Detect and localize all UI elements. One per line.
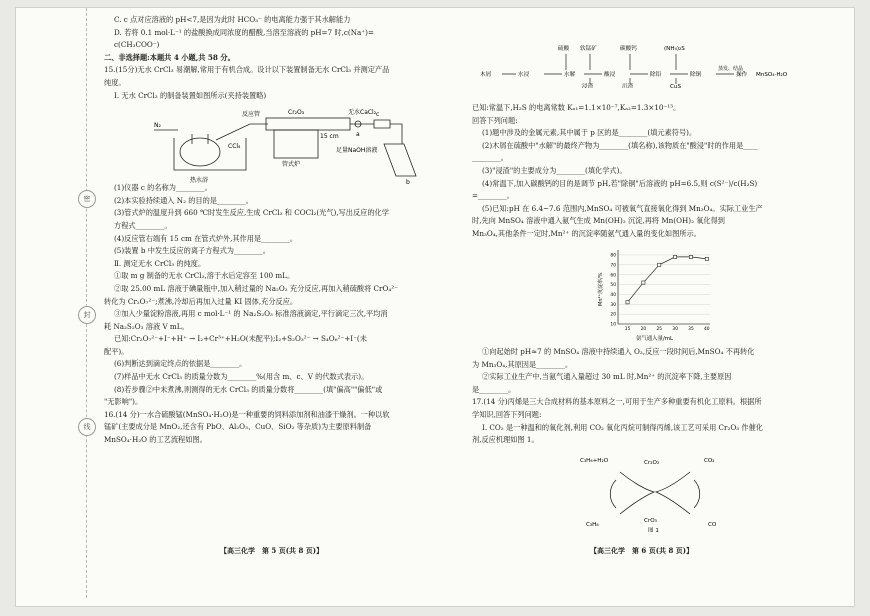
q16-sub5: (5)已知:pH 在 6.4~7.6 范围内,MnSO₄ 可被氧气直接氧化得到 Mn₃O₄。实际工业生产 <box>482 203 763 213</box>
q16-sub5-cont1: 时,先向 MnSO₄ 溶液中通入氨气生成 Mn(OH)₂ 沉淀,再将 Mn(OH)₂ 氧化得到 <box>472 216 725 226</box>
option-c: C. c 点对应溶液的 pH<7,是因为此时 HCO₃⁻ 的电离能力强于其水解能力 <box>114 15 351 24</box>
q16-sub2: (2)木屑在硫酸中"水解"的最终产物为________(填名称),该物质在"酸浸"时的作用是____ <box>482 140 758 150</box>
q15-step2: ②取 25.00 mL 溶液于碘量瓶中,加入稍过量的 Na₂O₂ 充分反应,再加入稍硫酸将 CrO₄²⁻ <box>114 283 398 293</box>
q15-sub8: (8)若步骤②中未煮沸,则测得的无水 CrCl₃ 的质量分数将________(填"偏高""偏低"或 <box>114 384 383 394</box>
label-n2: N₂ <box>154 122 161 129</box>
q15-stem-cont: 纯度。 <box>104 77 126 87</box>
q16-sub5-part1-cont: 为 Mn₃O₄,其原因是________。 <box>472 359 573 369</box>
flow-out-2: 沉渣 <box>622 84 634 88</box>
flow-step-5: 除铜 <box>690 72 702 78</box>
q16-stem: 16.(14 分)一水合硫酸锰(MnSO₄·H₂O)是一种重要的饲料添加剂和油漆干燥剂。一种以软 <box>104 409 390 419</box>
reaction-cycle-figure <box>580 452 730 532</box>
flow-start: 木屑 <box>480 72 492 78</box>
chart-data-point <box>674 255 677 258</box>
flow-input-4: (NH₄)₂S <box>664 46 685 52</box>
page-5-column <box>104 14 454 447</box>
section-heading: 二、非选择题:本题共 4 小题,共 58 分。 <box>104 52 235 62</box>
chart-ylabel: Mn²⁺沉淀率/% <box>598 272 604 306</box>
q15-known-cont: 配平)。 <box>104 346 129 356</box>
q15-part2-heading: Ⅱ. 测定无水 CrCl₃ 的纯度。 <box>114 258 206 268</box>
q15-sub5: (5)装置 b 中发生反应的离子方程式为________。 <box>114 246 270 256</box>
flow-product: MnSO₄·H₂O <box>756 72 788 78</box>
q16-known: 已知:常温下,H₂S 的电离常数 Kₐ₁=1.1×10⁻⁷,Kₐ₂=1.3×10⁻¹³。 <box>472 103 681 112</box>
q16-sub5-cont2: Mn₃O₄,其他条件一定时,Mn²⁺ 的沉淀率随氨气通入量的变化如图所示。 <box>472 228 701 238</box>
chart-data-point <box>626 301 629 304</box>
q16-sub5-part2-cont: 是________。 <box>472 384 516 394</box>
label-bath: 热水浴 <box>190 177 209 184</box>
option-d-cont: c(CH₃COO⁻) <box>114 40 160 50</box>
cycle-label-3: CO₂ <box>704 458 715 464</box>
q16-sub4-cont: =________。 <box>472 191 514 201</box>
q17-part1: Ⅰ. CO₂ 是一种温和的氧化剂,利用 CO₂ 氧化丙烷可制得丙烯,该工艺可采用 Cr₂O₃ 作催化 <box>482 422 763 432</box>
q15-step3: ③加入少量淀粉溶液,再用 c mol·L⁻¹ 的 Na₂S₂O₃ 标准溶液滴定,平行滴定三次,平均消 <box>114 309 388 319</box>
chart-x-tick-label: 25 <box>656 327 663 332</box>
chart-y-tick-label: 80 <box>610 253 616 259</box>
flow-step-2: 水解 <box>564 72 576 78</box>
q16-sub5-part1: ①向起始时 pH≈7 的 MnSO₄ 溶液中持续通入 O₂,反应一段时间后,MnSO₄ 不再转化 <box>482 347 755 356</box>
footer-page-5: 【高三化学 第 5 页(共 8 页)】 <box>220 546 324 555</box>
flow-step-1: 水浸 <box>518 72 530 78</box>
flow-misc: 蒸发、结晶 <box>718 66 744 72</box>
chart-y-tick-label: 40 <box>610 293 616 298</box>
q17-stem: 17.(14 分)丙烯是三大合成材料的基本原料之一,可用于生产多种重要有机化工原料。根据所 <box>472 397 762 407</box>
chart-data-point <box>705 257 708 260</box>
q15-sub8-cont: "无影响")。 <box>104 397 143 407</box>
binding-line <box>86 8 87 598</box>
chart-x-tick-label: 40 <box>704 327 710 332</box>
page-6-column-lower <box>472 346 810 447</box>
label-a: a <box>356 131 360 138</box>
q15-sub7: (7)样品中无水 CrCl₃ 的质量分数为________%(用含 m、c、V 的代数式表示)。 <box>114 372 369 382</box>
flow-input-2: 软锰矿 <box>580 46 597 52</box>
cycle-label-4: C₃H₈ <box>586 522 599 528</box>
mn-precipitation-chart <box>596 244 716 342</box>
q15-sub3-cont: 方程式________。 <box>114 220 172 230</box>
chart-data-point <box>689 255 692 258</box>
q15-known: 已知:Cr₂O₇²⁻+I⁻+H⁺ → I₂+Cr³⁺+H₂O(未配平);I₂+S₂O₃²⁻ → S₄O₆²⁻+I⁻(未 <box>114 334 367 344</box>
flow-out-3: CuS <box>670 84 682 88</box>
chart-data-point <box>642 281 645 284</box>
q16-prompt: 回答下列问题: <box>472 115 518 125</box>
page-6-column <box>472 102 810 241</box>
q15-step3-cont: 耗 Na₂S₂O₃ 溶液 V mL。 <box>104 321 189 331</box>
option-d: D. 若将 0.1 mol·L⁻¹ 的盐酸换成同浓度的醋酸,当溶至溶液的 pH=7 时,c(Na⁺)= <box>114 27 374 37</box>
flow-input-3: 碳酸钙 <box>620 46 637 52</box>
label-naoh: 足量NaOH溶液 <box>336 147 378 154</box>
q16-stem-cont1: 锰矿(主要成分是 MnO₂,还含有 PbO、Al₂O₃、CuO、SiO₂ 等杂质)为主要原料制备 <box>104 422 372 432</box>
cycle-label-1: C₃H₆+H₂O <box>580 458 609 464</box>
footer-page-6: 【高三化学 第 6 页(共 8 页)】 <box>590 546 694 555</box>
label-c: c <box>376 111 380 118</box>
q16-sub3: (3)"浸渣"的主要成分为________(填化学式)。 <box>482 165 627 175</box>
q15-sub6: (6)判断达到滴定终点的依据是________。 <box>114 359 247 369</box>
label-cr2o3: Cr₂O₃ <box>288 109 305 116</box>
q16-sub1: (1)题中涉及的金属元素,其中属于 p 区的是________(填元素符号)。 <box>482 128 697 138</box>
flow-out-1: 浸渣 <box>582 84 594 88</box>
flow-step-4: 除铅 <box>650 72 662 78</box>
chart-y-tick-label: 60 <box>610 273 616 279</box>
chart-y-tick-label: 10 <box>610 322 616 328</box>
q15-part1-heading: Ⅰ. 无水 CrCl₃ 的制备装置如图所示(夹持装置略) <box>114 90 267 100</box>
chart-y-tick-label: 70 <box>610 263 616 269</box>
q15-step1: ①取 m g 制备的无水 CrCl₃,溶于水后定容至 100 mL。 <box>114 271 295 281</box>
binding-mark-1: 密 <box>78 190 96 208</box>
chart-y-tick-label: 50 <box>610 283 616 289</box>
chart-data-point <box>658 263 661 266</box>
cycle-label-5: CrO₃ <box>644 518 657 524</box>
apparatus-figure <box>150 104 430 186</box>
q16-sub2-cont: ________。 <box>472 153 508 163</box>
chart-x-tick-label: 15 <box>624 327 631 332</box>
label-furnace: 管式炉 <box>282 161 301 168</box>
label-anhydrous: 无水CaCl₂ <box>348 109 377 116</box>
chart-x-tick-label: 35 <box>688 327 694 332</box>
q17-stem-cont: 学知识,回答下列问题: <box>472 409 542 419</box>
binding-mark-2: 封 <box>78 306 96 324</box>
q15-sub4: (4)反应管右端有 15 cm 在管式炉外,其作用是________。 <box>114 233 298 243</box>
label-ccl4: CCl₄ <box>228 143 241 150</box>
chart-xlabel: 氨气通入量/mL <box>636 336 674 342</box>
q15-sub1: (1)仪器 c 的名称为________。 <box>114 183 212 193</box>
q15-stem: 15.(15分)无水 CrCl₃ 易潮解,常用于有机合成。设计以下装置制备无水 CrCl₃ 并测定产品 <box>104 65 390 75</box>
cycle-label-6: CO <box>708 522 717 528</box>
q15-sub3: (3)管式炉的温度升到 660 ℃时发生反应,生成 CrCl₃ 和 COCl₂(光气),写出反应的化学 <box>114 208 389 218</box>
flow-input-1: 硫酸 <box>558 46 570 52</box>
chart-svg <box>596 244 716 342</box>
chart-x-tick-label: 20 <box>640 327 647 332</box>
flow-diagram <box>480 40 800 88</box>
flow-step-3: 酸浸 <box>604 72 616 78</box>
label-length: 15 cm <box>320 133 339 140</box>
chart-x-tick-label: 30 <box>672 327 678 332</box>
chart-series-line <box>628 257 707 302</box>
cycle-label-2: Cr₂O₃ <box>644 460 660 466</box>
q16-stem-cont2: MnSO₄·H₂O 的工艺流程如图。 <box>104 435 207 445</box>
q15-step2-cont: 转化为 Cr₂O₇²⁻;煮沸,冷却后再加入过量 KI 固体,充分反应。 <box>104 296 298 306</box>
flow-step-6: 操作 <box>736 72 748 78</box>
binding-mark-3: 线 <box>78 418 96 436</box>
label-b: b <box>406 179 410 186</box>
q16-sub4: (4)常温下,加入碳酸钙的目的是调节 pH,若"除铜"后溶液的 pH=6.5,则 c(S²⁻)/c(H₂S) <box>482 178 758 188</box>
chart-y-tick-label: 30 <box>610 302 616 308</box>
q16-sub5-part2: ②实际工业生产中,当氨气通入量超过 30 mL 时,Mn²⁺ 的沉淀率下降,主要原因 <box>482 372 732 382</box>
chart-y-tick-label: 20 <box>610 312 616 318</box>
q15-sub2: (2)本实验持续通入 N₂ 的目的是________。 <box>114 195 253 205</box>
cycle-caption: 图 1 <box>648 528 659 532</box>
q17-part1-cont: 剂,反应机理如图 1。 <box>472 435 539 445</box>
label-tube: 反应管 <box>242 111 261 118</box>
